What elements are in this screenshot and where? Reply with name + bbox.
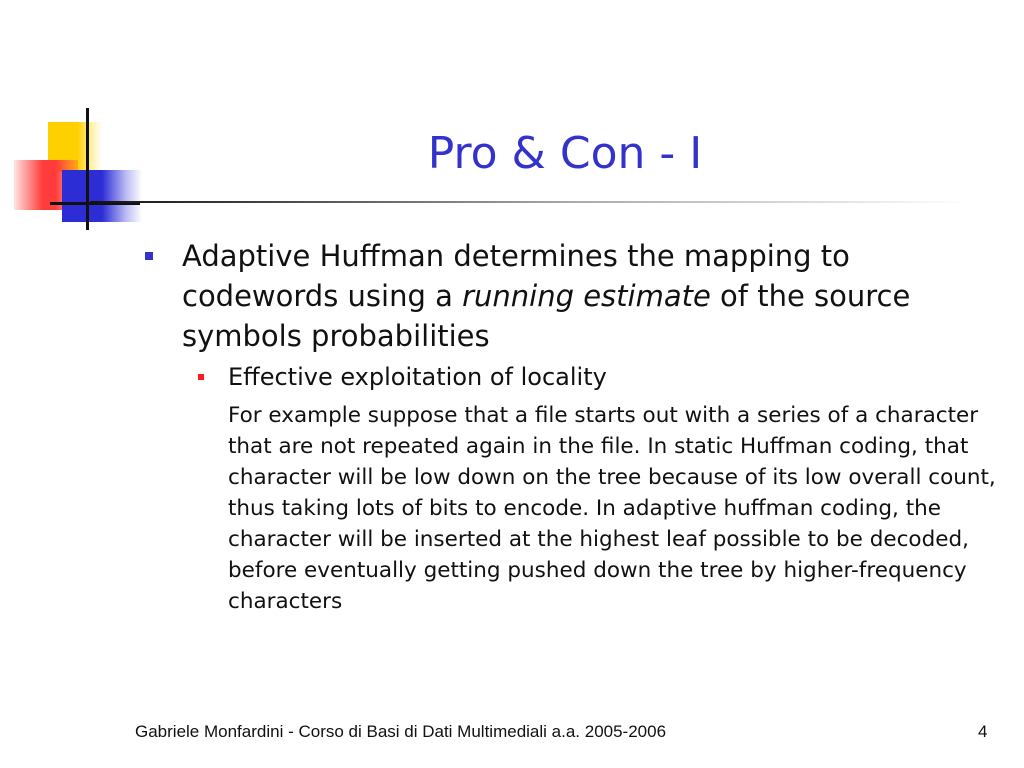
slide-content (140, 236, 1000, 617)
bullet1-emphasis: running estimate (462, 279, 711, 313)
bullet1-prefix: Adaptive Huffman determines the mapping to codewords using a (182, 239, 850, 313)
example-paragraph: For example suppose that a file starts out with a series of a character that are not repeated again in the file. In static Huffman coding, that character will be low down on the tree because of its low overall count, thus taking lots of bits to encode. In adaptive huffman coding, the character will be inserted at the highest leaf possible to be decoded, before eventually getting pushed down the tree by higher-frequency characters (228, 403, 996, 614)
slide-title: Pro & Con - I (427, 128, 703, 179)
bullet-level2 (140, 360, 1000, 394)
footer-text: Gabriele Monfardini - Corso di Basi di Dati Multimediali a.a. 2005-2006 (135, 722, 667, 741)
bullet1-suffix: of the source symbols probabilities (182, 279, 911, 353)
red-square-bullet-icon (198, 374, 204, 380)
bullet-level1 (140, 236, 1000, 356)
slide-logo-decoration (0, 100, 150, 240)
blue-square (62, 170, 142, 222)
vertical-line (86, 108, 89, 230)
bullet2-text: Effective exploitation of locality (228, 363, 607, 391)
title-divider (90, 201, 970, 203)
page-number: 4 (978, 722, 988, 741)
blue-square-bullet-icon (145, 252, 153, 260)
